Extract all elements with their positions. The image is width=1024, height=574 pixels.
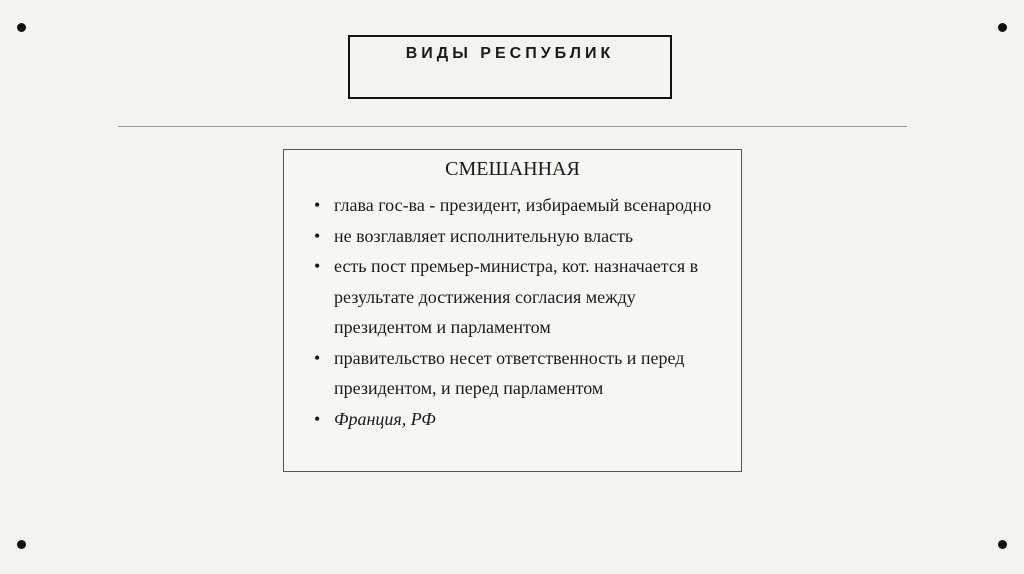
slide-title: ВИДЫ РЕСПУБЛИК [405,45,615,62]
bullet-list [314,190,729,434]
list-item-text: есть пост премьер-министра, кот. назначается в результате достижения согласия между президентом и парламентом [334,256,699,337]
bullet-icon: • [314,408,321,429]
corner-dot-bottom-right [998,540,1007,549]
list-item [314,251,729,343]
list-item-text: глава гос-ва - президент, избираемый всенародно [334,195,712,215]
list-item-text: Франция, РФ [334,408,436,429]
bullet-icon: • [314,225,321,246]
list-item [314,343,729,404]
title-frame [348,35,672,99]
list-item [314,221,729,252]
corner-dot-top-right [998,23,1007,32]
content-card [283,149,742,472]
list-item-text: правительство несет ответственность и перед президентом, и перед парламентом [334,347,685,398]
horizontal-divider [118,126,907,127]
card-heading: СМЕШАННАЯ [445,158,580,180]
list-item [314,404,729,435]
corner-dot-bottom-left [17,540,26,549]
bullet-icon: • [314,256,321,276]
list-item [314,190,729,221]
bullet-icon: • [314,195,321,215]
bullet-icon: • [314,347,321,368]
corner-dot-top-left [17,23,26,32]
list-item-text: не возглавляет исполнительную власть [334,225,634,246]
